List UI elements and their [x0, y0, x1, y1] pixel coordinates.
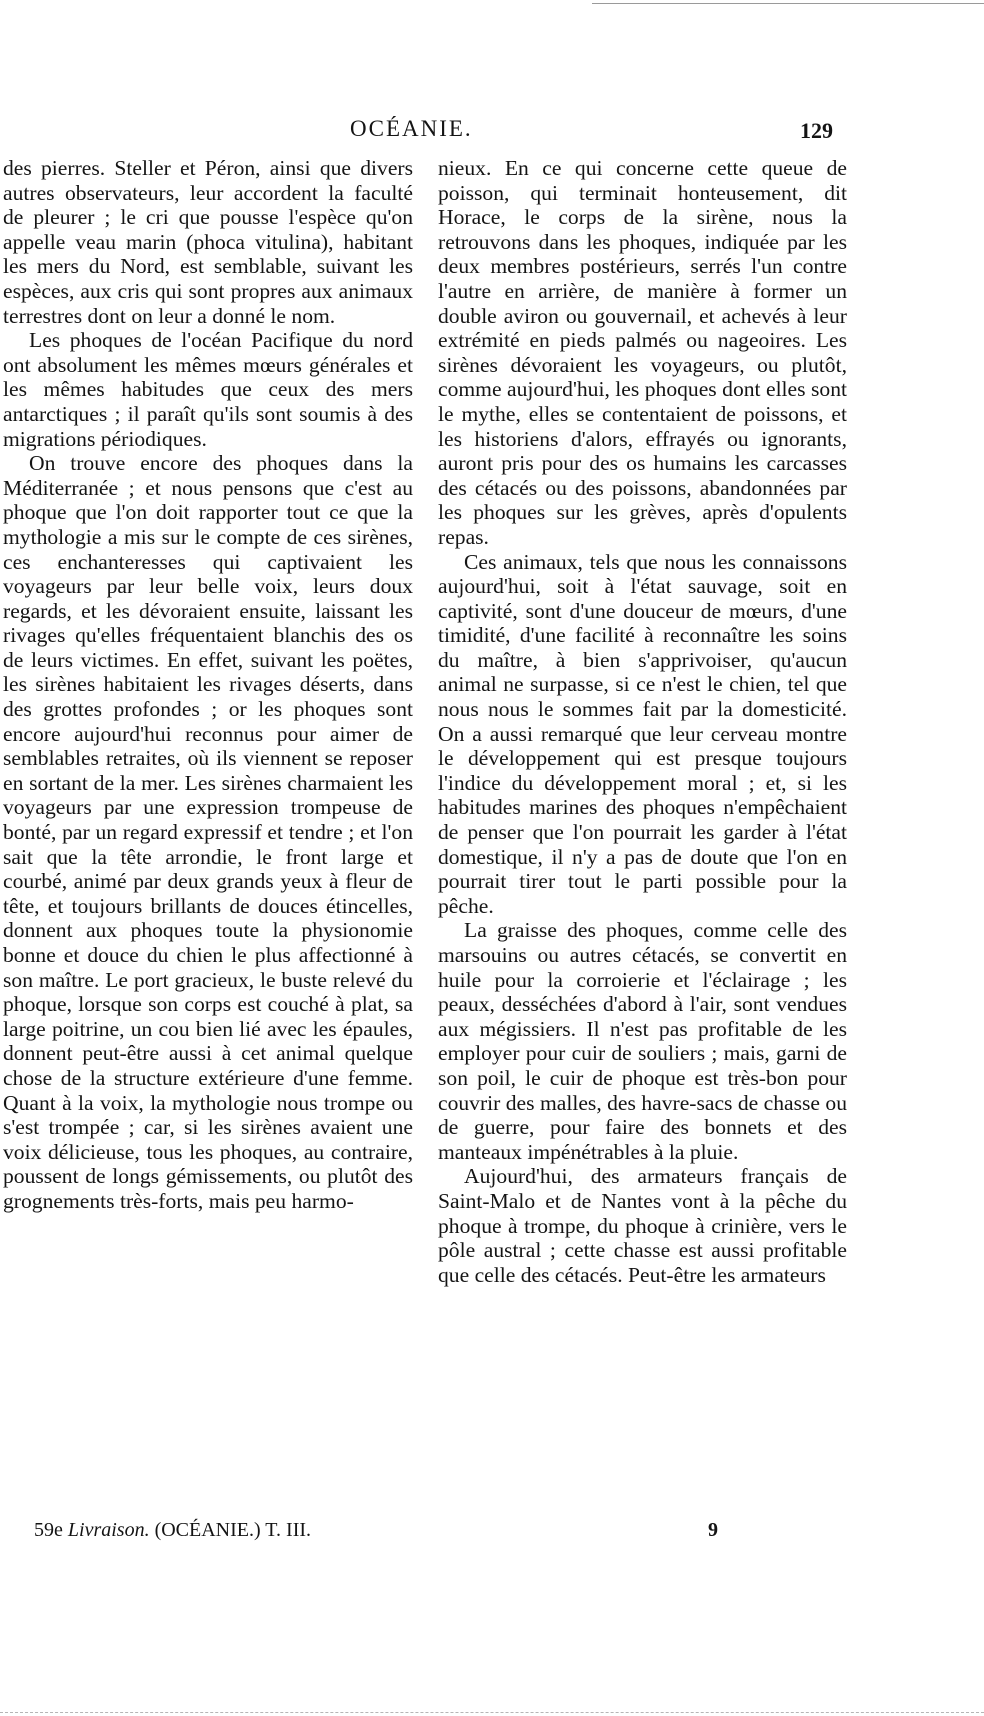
footer	[0, 1519, 984, 1545]
running-title: OCÉANIE.	[350, 116, 473, 141]
livraison-label: Livraison.	[67, 1519, 150, 1541]
left-paragraph-2: Les phoques de l'océan Pacifique du nord ont absolument les mêmes mœurs générales et les mêmes habitudes que ceux des mers antarctiques ; il paraît qu'ils sont soumis à des migrations périodiques.	[3, 328, 413, 451]
right-paragraph-4: Aujourd'hui, des armateurs français de Saint-Malo et de Nantes vont à la pêche du phoque à trompe, du phoque à crinière, vers le pôle austral ; cette chasse est aussi profitable que celle des cétacés. Peut-être les armateurs	[438, 1164, 847, 1287]
running-header	[0, 116, 984, 146]
page-number: 129	[800, 118, 833, 143]
printer-signature	[34, 1519, 311, 1542]
left-paragraph-1: des pierres. Steller et Péron, ainsi que divers autres observateurs, leur accordent la faculté de pleurer ; le cri que pousse l'espèce qu'on appelle veau marin (phoca vitulina), habitant les mers du Nord, est semblable, suivant les espèces, aux cris qui sont propres aux animaux terrestres dont on leur a donné le nom.	[3, 156, 413, 328]
right-paragraph-3: La graisse des phoques, comme celle des marsouins ou autres cétacés, se convertit en huile pour la corroierie et l'éclairage ; les peaux, desséchées d'abord à l'air, sont vendues aux mégissiers. Il n'est pas profitable de les employer pour cuir de souliers ; mais, garni de son poil, le cuir de phoque est très-bon pour couvrir des malles, des havre-sacs de chasse ou de guerre, pour faire des bonnets et des manteaux impénétrables à la pluie.	[438, 918, 847, 1164]
right-paragraph-2: Ces animaux, tels que nous les connaissons aujourd'hui, soit à l'état sauvage, soit en captivité, sont d'une douceur de mœurs, d'une timidité, d'une facilité à reconnaître les soins du maître, à bien s'apprivoiser, qu'aucun animal ne surpasse, si ce n'est le chien, tel que nous nous le sommes fait par la domesticité. On a aussi remarqué que leur cerveau montre le développement qui est presque toujours l'indice du développement moral ; et, si les habitudes marines des phoques n'empêchaient de penser que l'on pourrait les garder à l'état domestique, il n'y a pas de doute que l'on en pourrait tirer tout le parti possible pour la pêche.	[438, 549, 847, 918]
top-rule	[592, 3, 984, 4]
left-column	[3, 156, 413, 1214]
volume-label: (OCÉANIE.) T. III.	[154, 1519, 312, 1541]
left-paragraph-3: On trouve encore des phoques dans la Méditerranée ; et nous pensons que c'est au phoque que l'on doit rapporter tout ce que la mythologie a mis sur le compte de ces sirènes, ces enchanteresses qui captivaient les voyageurs par leur belle voix, leurs doux regards, et les dévoraient ensuite, laissant les rivages qu'elles fréquentaient blanchis des os de leurs victimes. En effet, suivant les poëtes, les sirènes habitaient les rivages déserts, dans des grottes profondes ; or les phoques sont encore aujourd'hui reconnus pour aimer de semblables retraites, où ils viennent se reposer en sortant de la mer. Les sirènes charmaient les voyageurs par une expression trompeuse de bonté, par un regard expressif et tendre ; et l'on sait que la tête arrondie, le front large et courbé, animé par deux grands yeux à fleur de tête, et toujours brillants de douces étincelles, donnent aux phoques toute la physionomie bonne et douce du chien le plus affectionné à son maître. Le port gracieux, le buste relevé du phoque, lorsque son corps est couché à plat, sa large poitrine, un cou bien lié avec les épaules, donnent peut-être aussi à cet animal quelque chose de la structure extérieure d'une femme. Quant à la voix, la mythologie nous trompe ou s'est trompée ; car, si les sirènes avaient une voix délicieuse, tous les phoques, au contraire, poussent de longs gémissements, ou plutôt des grognements très-forts, mais peu harmo-	[3, 451, 413, 1213]
bottom-rule	[0, 1712, 984, 1713]
sheet-number: 9	[708, 1519, 718, 1541]
signature-number: 59e	[34, 1519, 63, 1541]
right-column	[438, 156, 847, 1287]
right-paragraph-1: nieux. En ce qui concerne cette queue de poisson, qui terminait honteusement, dit Horace, le corps de la sirène, nous la retrouvons dans les phoques, indiquée par les deux membres postérieurs, serrés l'un contre l'autre en arrière, de manière à former un double aviron ou gouvernail, et achevés à leur extrémité en pieds palmés ou nageoires. Les sirènes dévoraient les voyageurs, ou plutôt, comme aujourd'hui, les phoques dont elles sont le mythe, elles se contentaient de poissons, et les historiens d'alors, effrayés ou ignorants, auront pris pour des os humains les carcasses des cétacés ou des poissons, abandonnées par les phoques sur les grèves, après d'opulents repas.	[438, 156, 847, 549]
